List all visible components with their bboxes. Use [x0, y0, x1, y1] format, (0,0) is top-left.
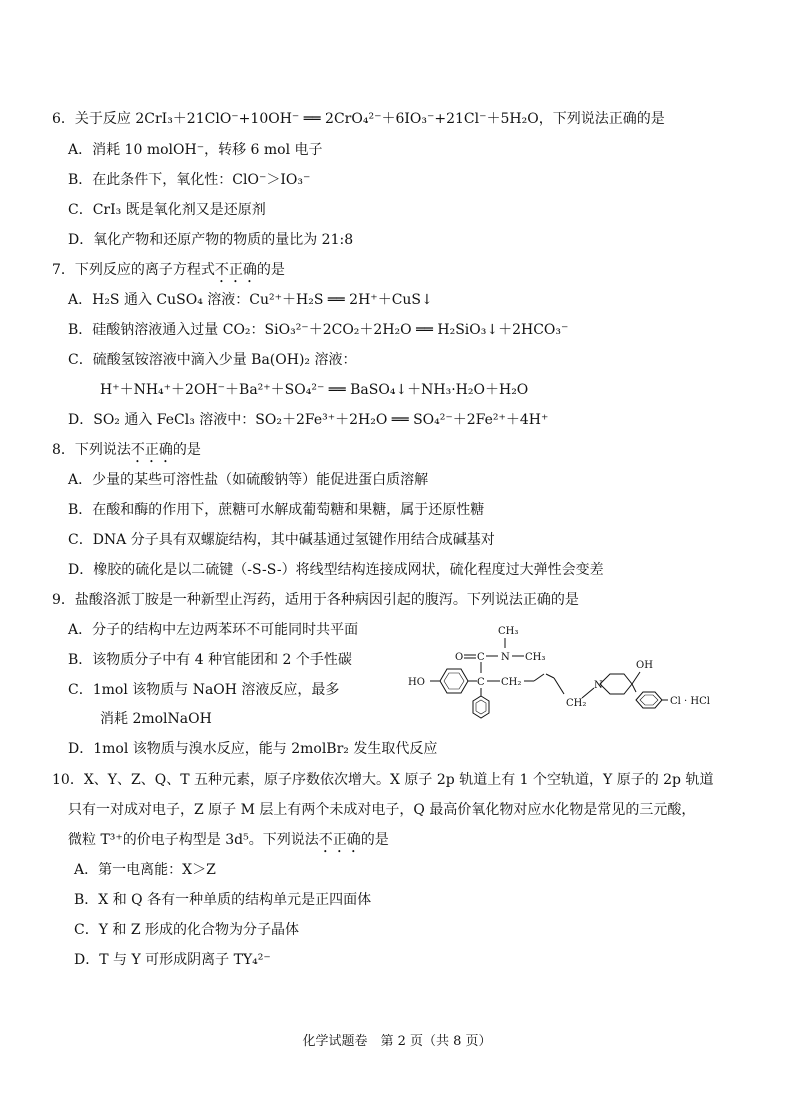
mol-oh-label: OH [636, 660, 653, 671]
mol-o-label: O [455, 652, 464, 663]
q6-option-d: D．氧化产物和还原产物的物质的量比为 21:8 [68, 232, 354, 248]
q8-option-d: D．橡胶的硫化是以二硫键（-S-S-）将线型结构连接成网状，硫化程度过大弹性会变差 [68, 562, 604, 578]
q7-stem-post: 的是 [256, 262, 285, 278]
q7-stem-pre: 7．下列反应的离子方程式 [52, 262, 215, 278]
mol-ch3-right-label: CH₃ [525, 652, 546, 663]
q10-option-a: A．第一电离能：X＞Z [74, 862, 216, 878]
q9-option-a: A．分子的结构中左边两苯环不可能同时共平面 [68, 622, 359, 638]
mol-ch3-top-label: CH₃ [498, 626, 519, 637]
q9-option-b: B．该物质分子中有 4 种官能团和 2 个手性碳 [68, 652, 352, 668]
q6-option-c: C．CrI₃ 既是氧化剂又是还原剂 [68, 202, 266, 218]
loperamide-structure-diagram [404, 618, 734, 722]
q10-option-b: B．X 和 Q 各有一种单质的结构单元是正四面体 [74, 892, 372, 908]
q10-option-d: D．T 与 Y 可形成阴离子 TY₄²⁻ [74, 952, 271, 968]
q6-option-a: A．消耗 10 molOH⁻，转移 6 mol 电子 [68, 142, 323, 158]
mol-ch2-c-label: CH₂ [566, 698, 587, 709]
q10-option-c: C．Y 和 Z 形成的化合物为分子晶体 [74, 922, 300, 938]
q9-stem: 9．盐酸洛派丁胺是一种新型止泻药，适用于各种病因引起的腹泻。下列说法正确的是 [52, 592, 579, 608]
q6-option-b: B．在此条件下，氧化性：ClO⁻＞IO₃⁻ [68, 172, 311, 188]
q9-option-c: C．1mol 该物质与 NaOH 溶液反应，最多 [68, 682, 340, 698]
mol-amide-n-label: N [501, 652, 510, 663]
q9-option-c-cont: 消耗 2molNaOH [100, 711, 212, 727]
q10-stem-line1: 10．X、Y、Z、Q、T 五种元素，原子序数依次增大。X 原子 2p 轨道上有 1 个空轨道，Y 原子的 2p 轨道 [52, 772, 714, 788]
q7-option-b: B．硅酸钠溶液通入过量 CO₂：SiO₃²⁻＋2CO₂＋2H₂O ══ H₂SiO₃↓＋2HCO₃⁻ [68, 322, 569, 338]
q7-option-a: A．H₂S 通入 CuSO₄ 溶液：Cu²⁺＋H₂S ══ 2H⁺＋CuS↓ [68, 292, 433, 308]
mol-ch2-a-label: CH₂ [501, 677, 522, 688]
mol-cl-hcl-label: Cl · HCl [670, 696, 710, 707]
mol-carbonyl-c-label: C [477, 652, 485, 663]
q9-option-d: D．1mol 该物质与溴水反应，能与 2molBr₂ 发生取代反应 [68, 741, 438, 757]
q7-option-c: C．硫酸氢铵溶液中滴入少量 Ba(OH)₂ 溶液： [68, 352, 357, 368]
q10-stem-post: 的是 [360, 832, 389, 848]
q7-option-c-equation: H⁺＋NH₄⁺＋2OH⁻＋Ba²⁺＋SO₄²⁻ ══ BaSO₄↓＋NH₃·H₂O＋H₂O [100, 382, 529, 398]
q8-option-a: A．少量的某些可溶性盐（如硫酸钠等）能促进蛋白质溶解 [68, 472, 429, 488]
q6-stem: 6．关于反应 2CrI₃＋21ClO⁻+10OH⁻ ══ 2CrO₄²⁻＋6IO₃⁻+21Cl⁻＋5H₂O，下列说法正确的是 [52, 111, 665, 127]
q10-stem-emphasis: 不正确 [318, 832, 361, 848]
mol-central-c-label: C [477, 677, 485, 688]
mol-ho-label: HO [408, 677, 425, 688]
q10-stem-line3-pre: 微粒 T³⁺的价电子构型是 3d⁵。下列说法 [68, 832, 319, 848]
page-footer: 化学试题卷 第 2 页（共 8 页） [302, 1034, 492, 1049]
q7-option-d: D．SO₂ 通入 FeCl₃ 溶液中：SO₂＋2Fe³⁺＋2H₂O ══ SO₄²⁻＋2Fe²⁺＋4H⁺ [68, 412, 549, 428]
q10-stem-line2: 只有一对成对电子，Z 原子 M 层上有两个未成对电子，Q 最高价氧化物对应水化物是常见的三元酸， [68, 802, 696, 818]
q8-stem [52, 441, 201, 466]
q8-option-b: B．在酸和酶的作用下，蔗糖可水解成葡萄糖和果糖，属于还原性糖 [68, 502, 485, 518]
q8-option-c: C．DNA 分子具有双螺旋结构，其中碱基通过氢键作用结合成碱基对 [68, 532, 495, 548]
mol-ring-n-label: N [594, 680, 603, 691]
q10-stem-line3 [68, 831, 389, 856]
q8-stem-post: 的是 [172, 442, 201, 458]
q7-stem [52, 261, 285, 286]
q8-stem-emphasis: 不正确 [130, 442, 173, 458]
q7-stem-emphasis: 不正确 [214, 262, 257, 278]
q8-stem-pre: 8．下列说法 [52, 442, 131, 458]
